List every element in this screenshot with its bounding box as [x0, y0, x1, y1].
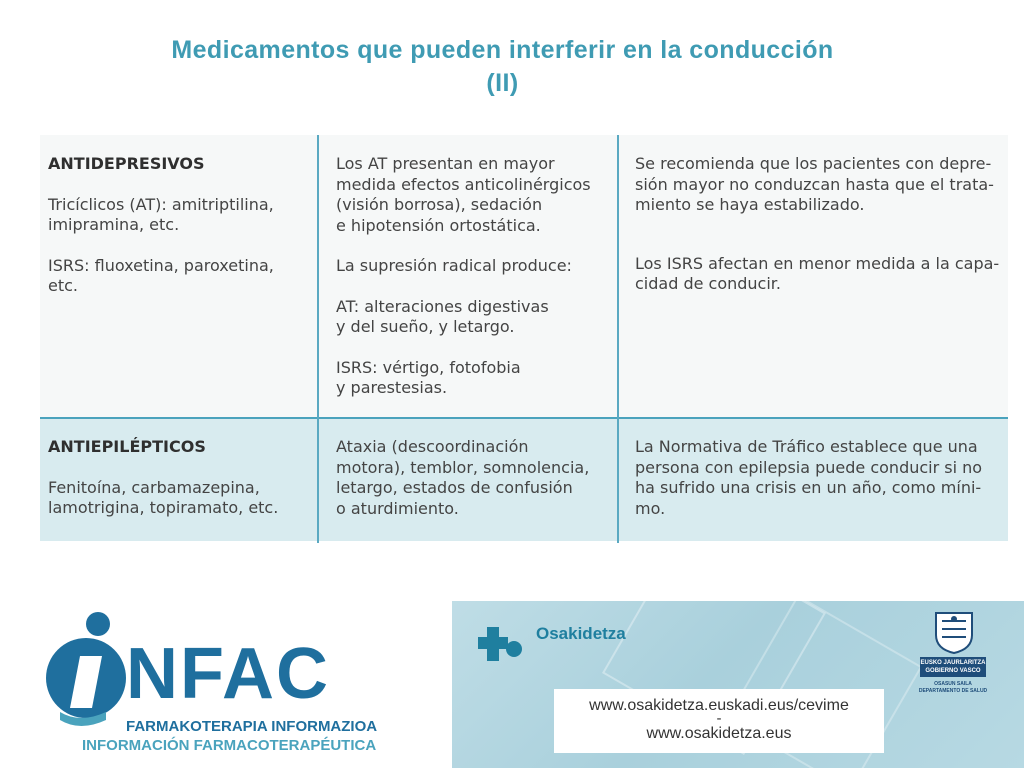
- table-cell-recommendation: [635, 437, 1005, 539]
- url-separator: -: [716, 711, 722, 727]
- cell-paragraph: Ataxia (descoordinación motora), temblor, somnolencia, letargo, estados de confusión o aturdimiento.: [336, 437, 590, 518]
- osakidetza-cross-icon: [468, 623, 528, 673]
- cell-paragraph: La Normativa de Tráfico establece que una persona con epilepsia puede conducir si no ha sufrido una crisis en un año, como míni- mo.: [635, 437, 983, 518]
- cell-paragraph: Se recomienda que los pacientes con depre- sión mayor no conduzcan hasta que el trata- miento se haya estabilizado.: [635, 154, 994, 214]
- table-cell-effects: [336, 437, 611, 539]
- cell-paragraph: Fenitoína, carbamazepina, lamotrigina, topiramato, etc.: [48, 477, 279, 517]
- department-line: DEPARTAMENTO DE SALUD: [918, 688, 988, 694]
- government-name-line: EUSKO JAURLARITZA: [920, 660, 986, 666]
- osakidetza-link[interactable]: www.osakidetza.eus: [646, 725, 792, 742]
- infac-logo: [40, 608, 400, 758]
- government-department: [918, 681, 988, 695]
- table-cell-drug-class: [48, 154, 310, 317]
- column-divider: [617, 135, 619, 543]
- cell-paragraph: Tricíclicos (AT): amitriptilina, imipramina, etc.: [48, 194, 274, 234]
- infac-subtitle-basque: FARMAKOTERAPIA INFORMAZIOA: [126, 718, 378, 735]
- government-name-line: GOBIERNO VASCO: [925, 668, 981, 674]
- medication-table: [40, 135, 1008, 543]
- government-name: [920, 657, 986, 677]
- infac-logo-text: NFAC: [126, 634, 330, 714]
- drug-class-heading: ANTIDEPRESIVOS: [48, 154, 205, 173]
- cell-paragraph: Los AT presentan en mayor medida efectos anticolinérgicos (visión borrosa), sedación e hipotensión ortostática.: [336, 154, 591, 235]
- infac-subtitle-spanish: INFORMACIÓN FARMACOTERAPÉUTICA: [82, 737, 377, 754]
- cell-paragraph: AT: alteraciones digestivas y del sueño, y letargo.: [336, 296, 549, 336]
- cell-paragraph: ISRS: fluoxetina, paroxetina, etc.: [48, 255, 274, 295]
- osakidetza-name: Osakidetza: [536, 624, 626, 643]
- cell-paragraph: La supresión radical produce:: [336, 256, 572, 275]
- table-cell-recommendation: [635, 154, 1005, 315]
- government-shield-icon: [932, 609, 976, 655]
- page-title: Medicamentos que pueden interferir en la conducción (II): [171, 36, 834, 97]
- cell-paragraph: Los ISRS afectan en menor medida a la capa- cidad de conducir.: [635, 253, 1000, 293]
- drug-class-heading: ANTIEPILÉPTICOS: [48, 437, 206, 456]
- table-cell-effects: [336, 154, 611, 419]
- department-line: OSASUN SAILA: [934, 681, 972, 687]
- url-box: [554, 689, 884, 753]
- cell-paragraph: ISRS: vértigo, fotofobia y parestesias.: [336, 357, 521, 397]
- column-divider: [317, 135, 319, 543]
- osakidetza-banner: [452, 601, 1024, 768]
- table-cell-drug-class: [48, 437, 310, 539]
- cevime-link[interactable]: www.osakidetza.euskadi.eus/cevime: [589, 697, 849, 714]
